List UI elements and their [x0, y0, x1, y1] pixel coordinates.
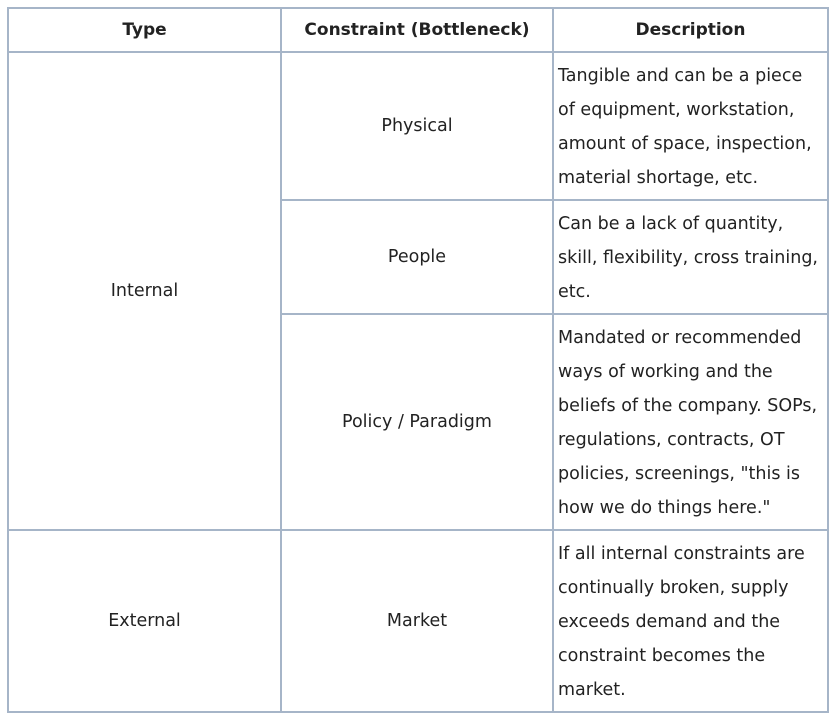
table-row — [8, 530, 828, 712]
constraint-cell-physical: Physical — [281, 52, 553, 200]
constraints-table — [7, 7, 829, 713]
description-cell-physical: Tangible and can be a piece of equipment, workstation, amount of space, inspection, material shortage, etc. — [553, 52, 828, 200]
header-type: Type — [8, 8, 281, 52]
table-row — [8, 52, 828, 200]
description-cell-market: If all internal constraints are continually broken, supply exceeds demand and the constraint becomes the market. — [553, 530, 828, 712]
type-cell-internal: Internal — [8, 52, 281, 530]
description-cell-people: Can be a lack of quantity, skill, flexibility, cross training, etc. — [553, 200, 828, 314]
header-constraint: Constraint (Bottleneck) — [281, 8, 553, 52]
type-cell-external: External — [8, 530, 281, 712]
constraint-cell-market: Market — [281, 530, 553, 712]
constraints-table-container — [7, 7, 829, 713]
table-header-row — [8, 8, 828, 52]
constraint-cell-policy: Policy / Paradigm — [281, 314, 553, 530]
header-description: Description — [553, 8, 828, 52]
description-cell-policy: Mandated or recommended ways of working and the beliefs of the company. SOPs, regulations, contracts, OT policies, screenings, "this is how we do things here." — [553, 314, 828, 530]
constraint-cell-people: People — [281, 200, 553, 314]
